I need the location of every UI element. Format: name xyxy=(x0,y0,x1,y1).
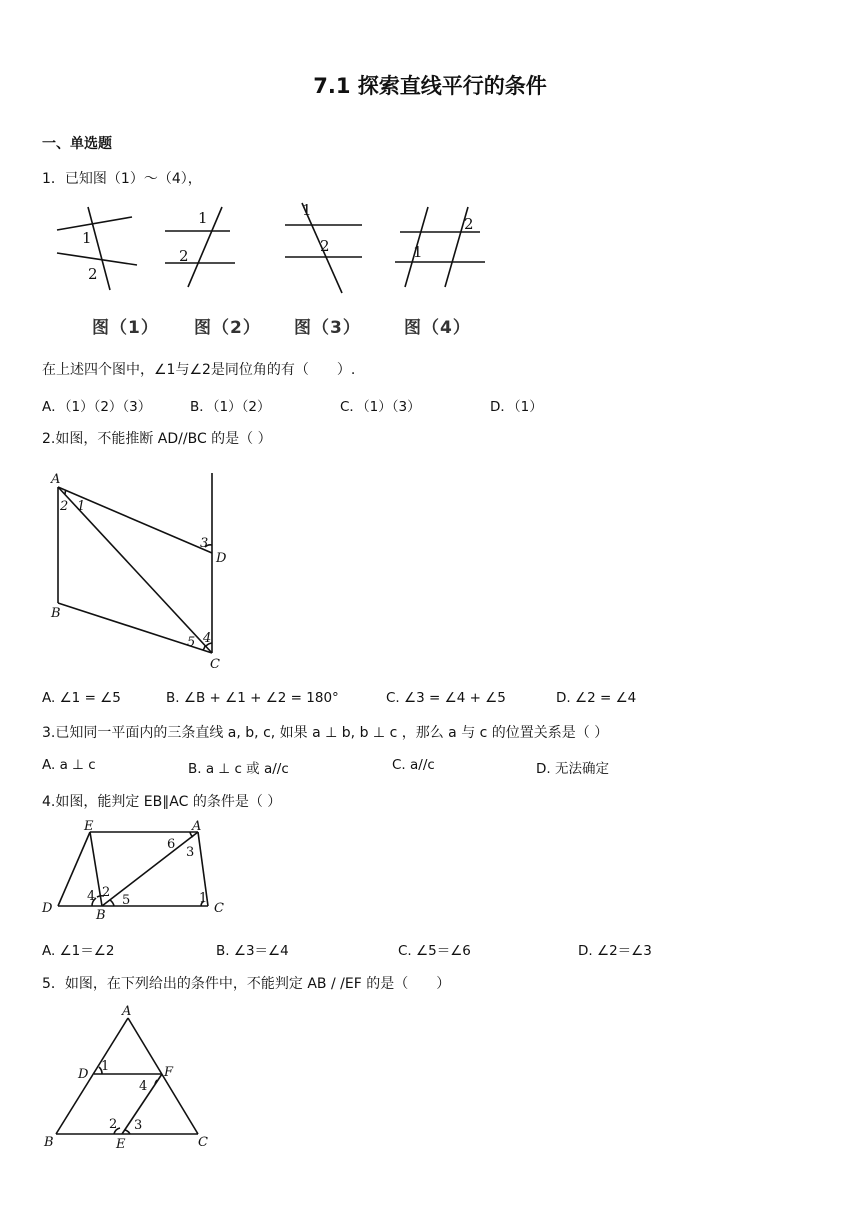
fig1-angle-1: 1 xyxy=(82,229,92,247)
fig2-angle-1: 1 xyxy=(198,209,208,227)
q1-option-a[interactable]: A．（1）（2）（3） xyxy=(42,399,152,415)
q4-angle-5: 5 xyxy=(122,893,131,908)
q5-point-b: B xyxy=(44,1135,54,1150)
q2-segment-ad xyxy=(58,487,212,553)
q2-option-a[interactable]: A. ∠1 = ∠5 xyxy=(42,690,121,706)
q2-angle-3: 3 xyxy=(200,536,209,551)
q4-stem: 4.如图，能判定 EB∥AC 的条件是（ ） xyxy=(42,794,282,810)
q1-stem: 1．已知图（1）～（4）， xyxy=(42,171,202,187)
q4-angle-3: 3 xyxy=(186,845,195,860)
q3-option-b[interactable]: B. a ⊥ c 或 a//c xyxy=(188,761,289,777)
q2-stem: 2.如图，不能推断 AD//BC 的是（ ） xyxy=(42,431,272,447)
q5-point-d: D xyxy=(78,1067,89,1082)
q4-option-b[interactable]: B. ∠3＝∠4 xyxy=(216,943,289,959)
q2-option-c[interactable]: C. ∠3 = ∠4 + ∠5 xyxy=(386,690,506,706)
q2-point-a: A xyxy=(51,472,61,487)
fig3-angle-1: 1 xyxy=(302,201,312,219)
q5-angle-1: 1 xyxy=(101,1059,110,1074)
q2-option-b[interactable]: B. ∠B + ∠1 + ∠2 = 180° xyxy=(166,690,339,706)
q1-question: 在上述四个图中，∠1与∠2是同位角的有（ ）. xyxy=(42,362,356,378)
q3-stem: 3.已知同一平面内的三条直线 a, b, c, 如果 a ⊥ b, b ⊥ c ，那么 a 与 c 的位置关系是（ ） xyxy=(42,725,609,741)
q2-option-d[interactable]: D. ∠2 = ∠4 xyxy=(556,690,637,706)
q5-point-e: E xyxy=(116,1137,126,1152)
fig1-angle-2: 2 xyxy=(88,265,98,283)
q5-angle-2: 2 xyxy=(109,1117,118,1132)
q2-point-c: C xyxy=(210,657,220,672)
fig3-angle-2: 2 xyxy=(320,237,330,255)
q4-segment-ba xyxy=(102,832,198,906)
q5-point-f: F xyxy=(164,1065,174,1080)
q1-option-c[interactable]: C．（1）（3） xyxy=(340,399,421,415)
q4-point-c: C xyxy=(214,901,224,916)
q3-option-d[interactable]: D. 无法确定 xyxy=(536,761,609,777)
q4-point-d: D xyxy=(42,901,53,916)
q2-angle-4: 4 xyxy=(203,631,212,646)
fig2-angle-2: 2 xyxy=(179,247,189,265)
fig4-angle-1: 1 xyxy=(413,243,423,261)
q1-option-b[interactable]: B．（1）（2） xyxy=(190,399,271,415)
q2-angle-5: 5 xyxy=(187,635,196,650)
q4-point-b: B xyxy=(96,908,106,923)
q5-angle-4: 4 xyxy=(139,1079,148,1094)
q4-angle-6: 6 xyxy=(167,837,176,852)
q2-angle-2: 2 xyxy=(60,499,69,514)
q2-point-b: B xyxy=(51,606,61,621)
fig4-angle-2: 2 xyxy=(464,215,474,233)
q5-point-c: C xyxy=(198,1135,208,1150)
q2-angle-1: 1 xyxy=(77,499,86,514)
page-title: 7.1 探索直线平行的条件 xyxy=(313,74,547,98)
q4-segment-ed xyxy=(58,832,90,906)
q4-option-a[interactable]: A. ∠1＝∠2 xyxy=(42,943,115,959)
q5-point-a: A xyxy=(122,1004,132,1019)
fig1-line-top xyxy=(57,217,132,230)
q4-point-e: E xyxy=(84,819,94,834)
q4-angle-4: 4 xyxy=(87,889,96,904)
q2-point-d: D xyxy=(216,551,227,566)
q4-angle-2: 2 xyxy=(102,885,111,900)
q4-figure xyxy=(38,818,238,924)
fig1-line-bottom xyxy=(57,253,137,265)
q1-figures xyxy=(40,195,500,300)
q3-option-c[interactable]: C. a//c xyxy=(392,757,435,773)
fig1-caption: 图（1） xyxy=(92,318,159,338)
q5-stem: 5．如图，在下列给出的条件中，不能判定 AB / /EF 的是（ ） xyxy=(42,976,451,992)
fig3-caption: 图（3） xyxy=(294,318,361,338)
q4-option-d[interactable]: D. ∠2＝∠3 xyxy=(578,943,652,959)
q5-angle-3: 3 xyxy=(134,1118,143,1133)
q4-point-a: A xyxy=(192,819,202,834)
fig4-caption: 图（4） xyxy=(404,318,471,338)
fig2-caption: 图（2） xyxy=(194,318,261,338)
q2-figure xyxy=(40,465,240,675)
q1-option-d[interactable]: D．（1） xyxy=(490,399,543,415)
q4-angle-1: 1 xyxy=(199,891,208,906)
q3-option-a[interactable]: A. a ⊥ c xyxy=(42,757,96,773)
section-heading: 一、单选题 xyxy=(42,136,112,152)
q4-option-c[interactable]: C. ∠5＝∠6 xyxy=(398,943,471,959)
q5-figure xyxy=(38,1000,228,1152)
q5-segment-ac xyxy=(128,1018,198,1134)
